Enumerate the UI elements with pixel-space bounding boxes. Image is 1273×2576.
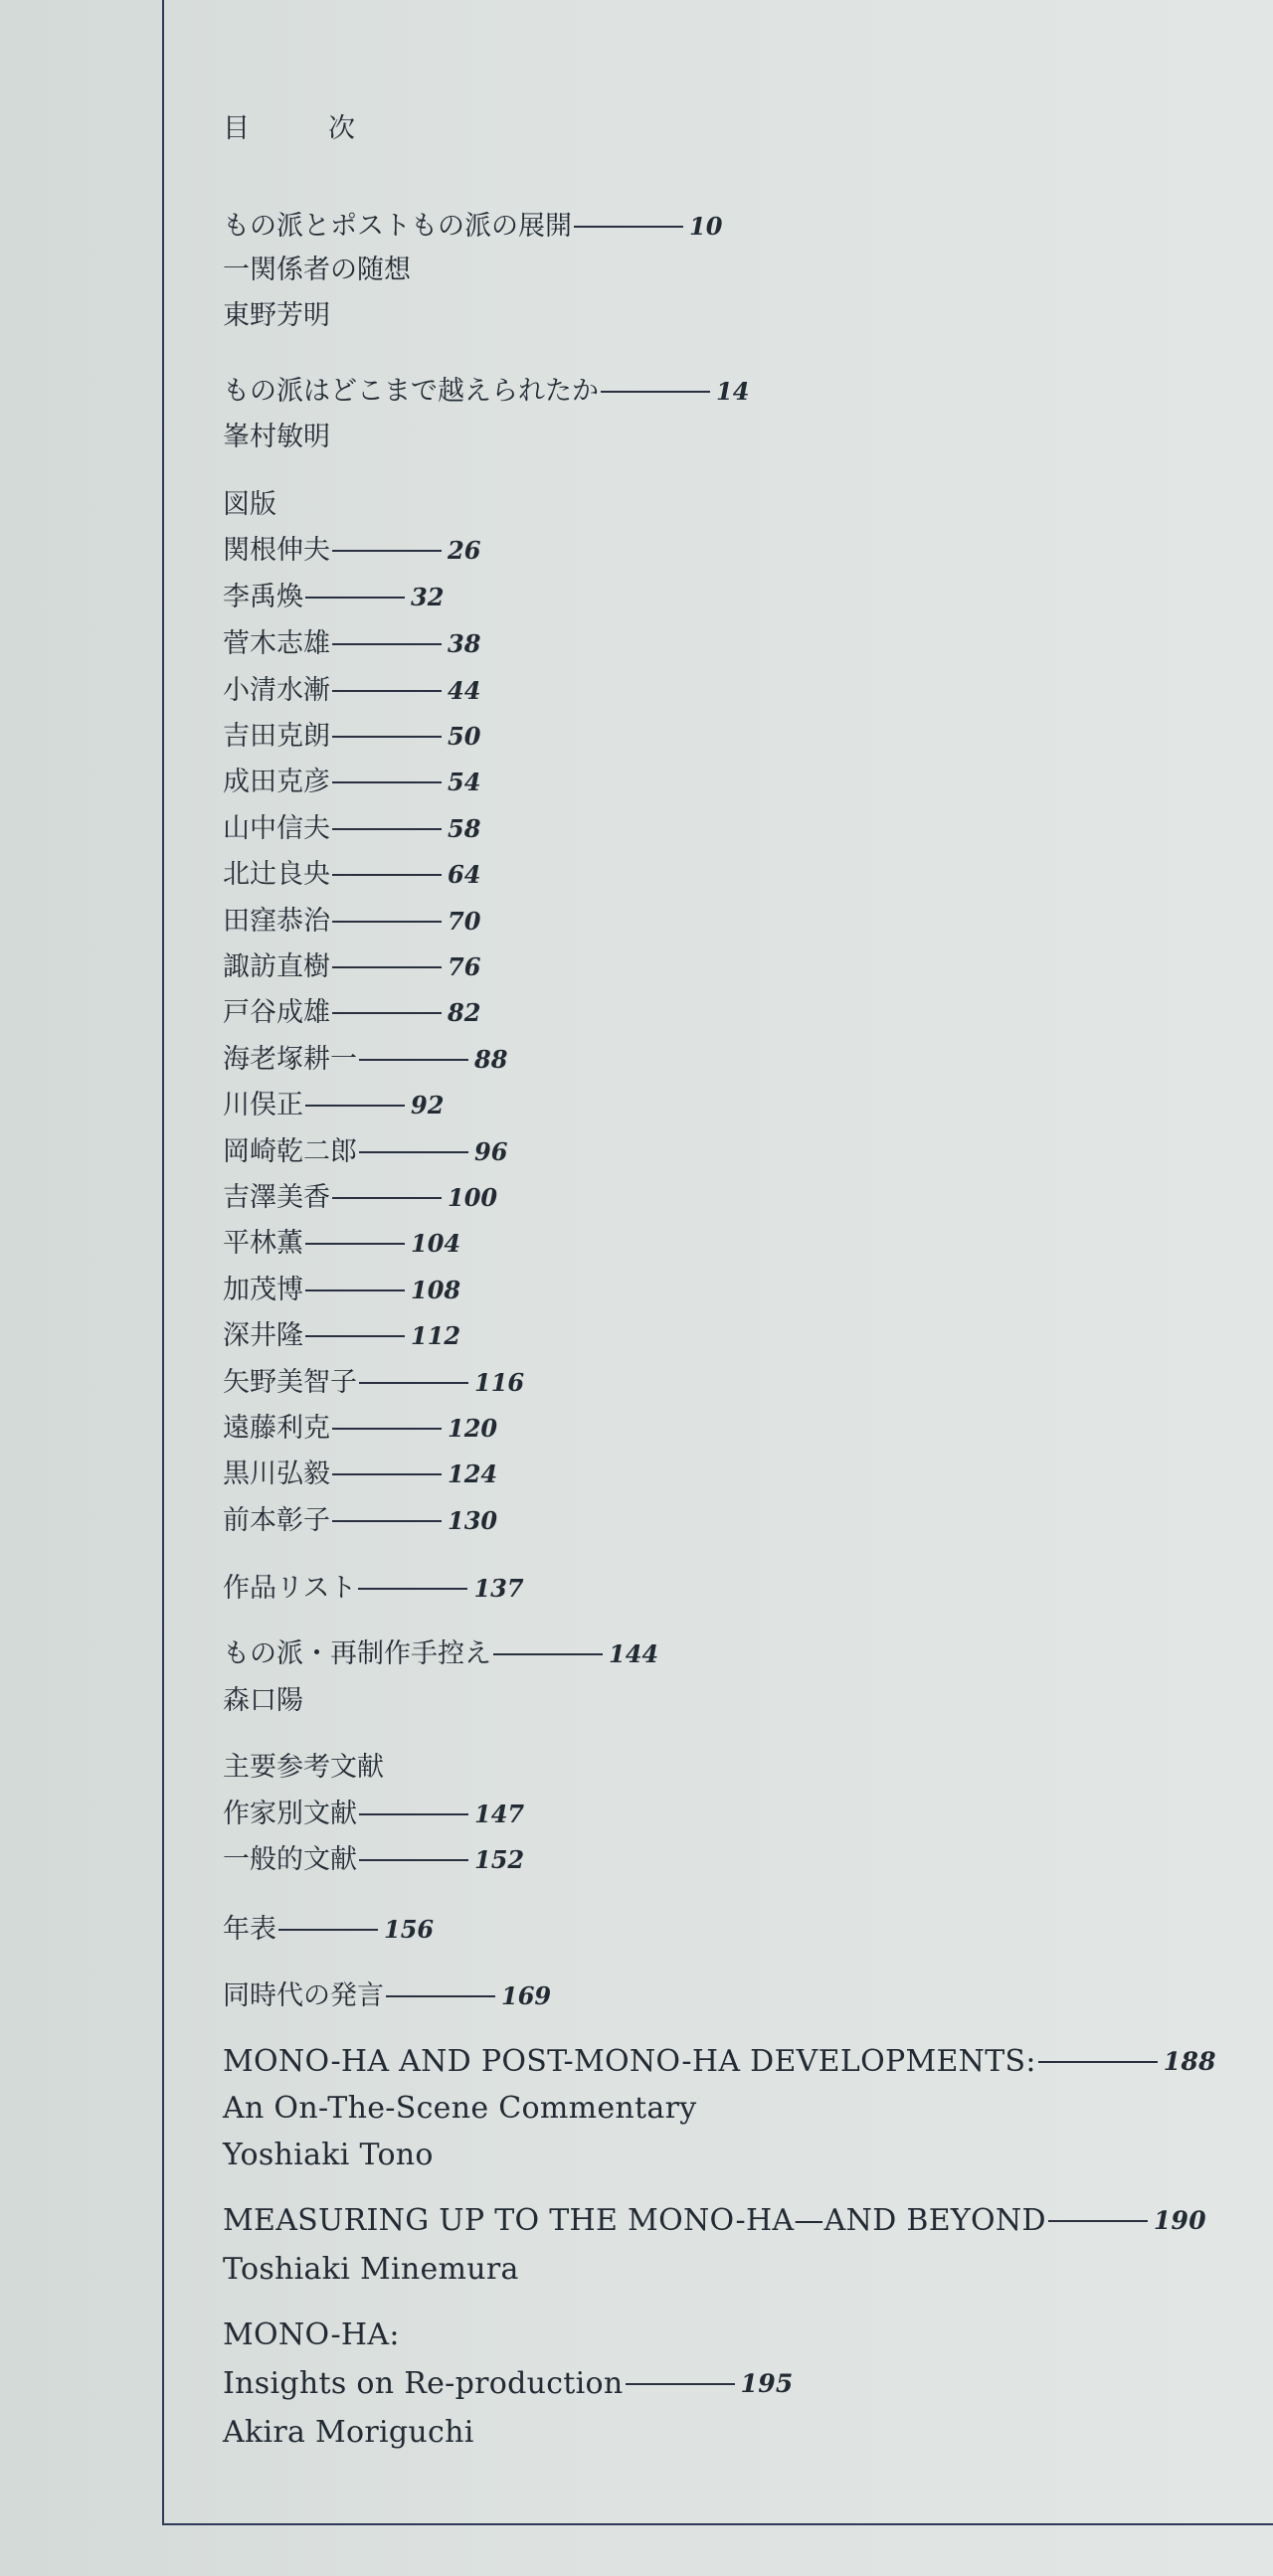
toc-entry-title: 成田克彦 [223,767,330,797]
toc-entry-page-number: 137 [473,1574,524,1603]
toc-entry-title: 主要参考文献 [223,1752,384,1783]
toc-entry-page-number: 147 [474,1800,525,1828]
toc-entry-page-number: 156 [384,1915,435,1944]
toc-entry-title: 諏訪直樹 [223,951,330,982]
toc-entry [223,995,480,1031]
toc-entry [223,949,480,985]
toc-entry [223,1411,497,1447]
toc-entry-title: 遠藤利克 [223,1413,330,1444]
toc-entry [223,1571,524,1607]
toc-entry-page-number: 124 [448,1460,498,1488]
leader-dash [278,1929,378,1931]
toc-entry [223,2366,794,2402]
toc-entry [223,1750,384,1786]
toc-entry-title: Toshiaki Minemura [223,2252,519,2287]
toc-entry-page-number: 92 [411,1091,445,1119]
toc-entry-title: 山中信夫 [223,813,330,844]
toc-entry-page-number: 130 [448,1506,498,1535]
toc-entry-title: 関根伸夫 [223,535,330,566]
leader-dash [574,226,683,228]
toc-entry-title: MEASURING UP TO THE MONO-HA—AND BEYOND [223,2203,1046,2238]
toc-entry-title: 東野芳明 [223,300,330,331]
toc-entry-title: 小清水漸 [223,675,330,706]
leader-dash [359,1151,468,1153]
toc-entry [223,857,480,893]
leader-dash [359,1813,468,1815]
toc-entry [223,209,722,245]
toc-entry-page-number: 104 [411,1229,461,1258]
leader-dash [359,1859,468,1861]
toc-entry-title: 吉澤美香 [223,1182,330,1213]
leader-dash [332,736,442,738]
toc-entry-title: 加茂博 [223,1275,303,1305]
leader-dash [332,966,442,968]
toc-entry [223,298,330,334]
toc-entry-title: 海老塚耕一 [223,1044,357,1075]
toc-entry-page-number: 100 [448,1183,498,1212]
toc-entry-title: 図版 [223,489,276,520]
toc-entry [223,626,480,662]
toc-entry-page-number: 108 [411,1276,461,1304]
toc-entry-page-number: 112 [411,1321,461,1350]
toc-entry [223,1134,507,1170]
toc-entry [223,533,480,569]
toc-entry [223,811,480,847]
leader-dash [332,1473,442,1475]
leader-dash [305,1335,405,1337]
toc-entry-page-number: 96 [474,1137,508,1166]
leader-dash [332,1428,442,1430]
toc-entry-page-number: 54 [448,768,481,796]
toc-entry-title: 平林薫 [223,1228,303,1259]
toc-entry [223,1797,524,1832]
toc-entry-title: もの派・再制作手控え [223,1638,491,1669]
toc-entry [223,1273,460,1308]
toc-entry-title: 深井隆 [223,1320,303,1351]
toc-entry [223,1636,658,1672]
leader-dash [332,690,442,692]
toc-entry [223,1088,444,1123]
toc-entry-page-number: 38 [448,629,481,658]
toc-entry-title: 戸谷成雄 [223,997,330,1028]
toc-entry [223,420,330,455]
toc-entry-title: 黒川弘毅 [223,1459,330,1489]
toc-entry-title: 同時代の発言 [223,1980,384,2011]
toc-entry [223,2252,519,2288]
toc-entry-title: An On-The-Scene Commentary [223,2091,697,2126]
toc-entry-title: 一般的文献 [223,1844,357,1875]
toc-entry-page-number: 32 [411,583,445,611]
toc-entry [223,673,480,709]
toc-entry-page-number: 144 [609,1639,659,1668]
toc-entry [223,2415,474,2451]
toc-entry-title: 岡崎乾二郎 [223,1136,357,1167]
toc-entry-title: 峯村敏明 [223,422,330,452]
toc-entry-title: 吉田克朗 [223,721,330,752]
toc-entry [223,765,480,800]
leader-dash [305,1105,405,1107]
toc-entry-title: Yoshiaki Tono [223,2138,434,2172]
toc-entry-page-number: 14 [716,377,750,406]
toc-entry [223,374,749,410]
toc-entry-page-number: 82 [448,998,481,1027]
toc-entry [223,2091,696,2127]
leader-dash [493,1653,603,1655]
toc-entry [223,1978,551,2014]
toc-entry-title: 李禹煥 [223,582,303,612]
toc-entry [223,253,411,288]
toc-entry [223,1042,507,1078]
toc-entry-page-number: 116 [474,1368,525,1397]
leader-dash [601,391,710,393]
toc-entry-page-number: 50 [448,722,481,751]
toc-entry [223,2138,434,2173]
toc-entry-page-number: 190 [1153,2206,1206,2235]
toc-entry-title: Akira Moriguchi [223,2415,474,2450]
leader-dash [332,1012,442,1014]
leader-dash [332,643,442,645]
toc-heading [223,111,381,147]
toc-entry-page-number: 26 [448,536,481,565]
toc-entry-page-number: 188 [1163,2047,1216,2076]
toc-entry-title: MONO-HA: [223,2318,400,2352]
toc-entry-title: 森口陽 [223,1685,303,1716]
toc-entry [223,1180,497,1216]
toc-entry-title: 一関係者の随想 [223,255,411,285]
toc-entry [223,1365,524,1401]
toc-entry-title: もの派とポストもの派の展開 [223,211,572,242]
toc-entry-page-number: 120 [448,1414,498,1443]
leader-dash [359,1059,468,1061]
toc-entry [223,904,480,940]
toc-entry-page-number: 44 [448,676,481,705]
toc-entry-title: 田窪恭治 [223,906,330,937]
toc-entry [223,1683,303,1719]
toc-heading-text: 目 次 [223,113,381,144]
toc-entry-page-number: 195 [740,2369,794,2398]
toc-entry-title: MONO-HA AND POST-MONO-HA DEVELOPMENTS: [223,2044,1036,2079]
leader-dash [1038,2061,1158,2063]
toc-entry-page-number: 88 [474,1045,508,1074]
toc-entry [223,1842,524,1878]
toc-entry-title: 作品リスト [223,1573,357,1604]
toc-entry [223,719,480,755]
toc-entry [223,2203,1206,2239]
toc-entry-title: 矢野美智子 [223,1367,357,1398]
toc-entry [223,2318,400,2353]
toc-entry [223,1503,497,1539]
leader-dash [1048,2220,1148,2222]
toc-entry-page-number: 76 [448,952,481,981]
leader-dash [358,1588,467,1590]
toc-entry-title: 菅木志雄 [223,628,330,659]
leader-dash [626,2383,735,2385]
toc-entry [223,1318,460,1354]
leader-dash [305,1243,405,1245]
toc-entry-page-number: 70 [448,907,481,936]
toc-entry [223,1912,434,1948]
leader-dash [386,1995,495,1997]
toc-entry-page-number: 152 [474,1845,525,1874]
toc-entry-title: 前本彰子 [223,1505,330,1536]
toc-entry-title: Insights on Re-production [223,2366,624,2401]
leader-dash [332,828,442,830]
toc-entry [223,1226,460,1262]
toc-entry-page-number: 64 [448,860,481,889]
toc-entry-page-number: 58 [448,814,481,843]
leader-dash [332,781,442,783]
leader-dash [305,1289,405,1291]
toc-entry [223,487,276,523]
toc-entry [223,1457,497,1492]
toc-entry [223,2044,1216,2080]
toc-entry-title: 川俣正 [223,1090,303,1120]
toc-entry-page-number: 10 [689,212,723,241]
leader-dash [332,921,442,923]
toc-entry-page-number: 169 [501,1981,552,2010]
leader-dash [332,550,442,552]
toc-entry [223,580,444,615]
toc-entry-title: 作家別文献 [223,1799,357,1829]
toc-entry-title: 北辻良央 [223,859,330,890]
leader-dash [305,597,405,599]
toc-entry-title: 年表 [223,1914,276,1945]
leader-dash [332,1520,442,1522]
toc-entry-title: もの派はどこまで越えられたか [223,376,599,407]
leader-dash [332,1197,442,1199]
leader-dash [359,1382,468,1384]
leader-dash [332,874,442,876]
